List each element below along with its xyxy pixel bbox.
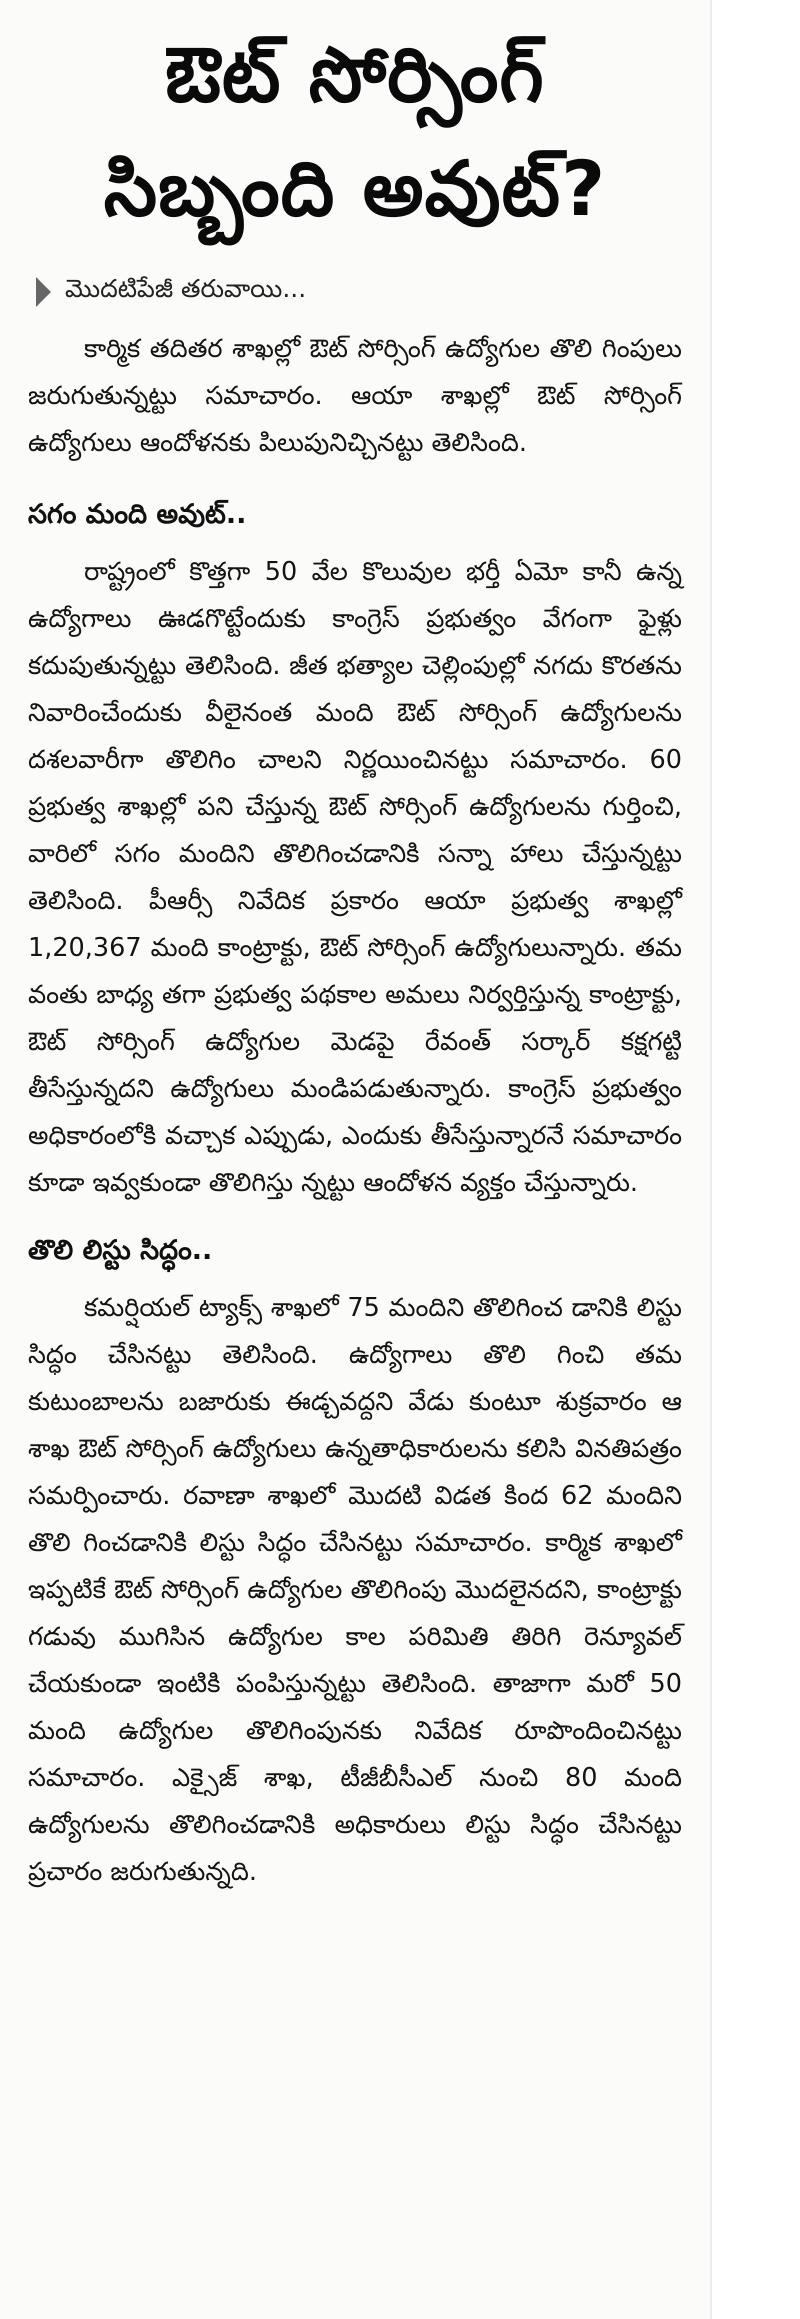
intro-paragraph: కార్మిక తదితర శాఖల్లో ఔట్ సోర్సింగ్ ఉద్యోగుల తొలి గింపులు జరుగుతున్నట్టు సమాచారం. ఆయా శాఖల్లో ఔట్ సోర్సింగ్ ఉద్యోగులు ఆందోళనకు పిలుపునిచ్చినట్టు తెలిసింది.: [28, 334, 682, 458]
subhead-half-out: సగం మంది అవుట్..: [28, 499, 247, 530]
subhead-first-list: తొలి లిస్టు సిద్ధం..: [28, 1235, 213, 1266]
headline-line-2: సిబ్బంది అవుట్?: [103, 144, 607, 233]
chevron-right-icon: [36, 277, 51, 307]
kicker-text: మొదటిపేజీ తరువాయి...: [65, 274, 307, 303]
body-paragraph-2: కమర్షియల్ ట్యాక్స్ శాఖలో 75 మందిని తొలిగించ డానికి లిస్టు సిద్ధం చేసినట్టు తెలిసింది. ఉద్యోగాలు తొలి గించి తమ కుటుంబాలను బజారుకు ఈడ్చవద్దని వేడు కుంటూ శుక్రవారం ఆ శాఖ ఔట్ సోర్సింగ్ ఉద్యోగులు ఉన్నతాధికారులను కలిసి వినతిపత్రం సమర్పించారు. రవాణా శాఖలో మొదటి విడత కింద 62 మందిని తొలి గించడానికి లిస్టు సిద్ధం చేసినట్టు సమాచారం. కార్మిక శాఖలో ఇప్పటికే ఔట్ సోర్సింగ్ ఉద్యోగుల తొలిగింపు మొదలైనదని, కాంట్రాక్టు గడువు ముగిసిన ఉద్యోగుల కాల పరిమితి తిరిగి రెన్యూవల్ చేయకుండా ఇంటికి పంపిస్తున్నట్టు తెలిసింది. తాజాగా మరో 50 మంది ఉద్యోగుల తొలిగింపునకు నివేదిక రూపొందించినట్టు సమాచారం. ఎక్సైజ్ శాఖ, టీజీబీసీఎల్ నుంచి 80 మంది ఉద్యోగులను తొలిగించడానికి అధికారులు లిస్టు సిద్ధం చేసినట్టు ప్రచారం జరుగుతున్నది.: [28, 1293, 682, 1887]
continuation-kicker: [28, 272, 682, 312]
headline: [28, 0, 682, 246]
body-paragraph-1: రాష్ట్రంలో కొత్తగా 50 వేల కొలువుల భర్తీ ఏమో కానీ ఉన్న ఉద్యోగాలు ఊడగొట్టేందుకు కాంగ్రెస్ ప్రభుత్వం వేగంగా ఫైళ్లు కదుపుతున్నట్టు తెలిసింది. జీత భత్యాల చెల్లింపుల్లో నగదు కొరతను నివారించేందుకు వీలైనంత మంది ఔట్ సోర్సింగ్ ఉద్యోగులను దశలవారీగా తొలిగిం చాలని నిర్ణయించినట్టు సమాచారం. 60 ప్రభుత్వ శాఖల్లో పని చేస్తున్న ఔట్ సోర్సింగ్ ఉద్యోగులను గుర్తించి, వారిలో సగం మందిని తొలిగించడానికి సన్నా హాలు చేస్తున్నట్టు తెలిసింది. పీఆర్సీ నివేదిక ప్రకారం ఆయా ప్రభుత్వ శాఖల్లో 1,20,367 మంది కాంట్రాక్టు, ఔట్ సోర్సింగ్ ఉద్యోగులున్నారు. తమ వంతు బాధ్య తగా ప్రభుత్వ పథకాల అమలు నిర్వర్తిస్తున్న కాంట్రాక్టు, ఔట్ సోర్సింగ్ ఉద్యోగుల మెడపై రేవంత్ సర్కార్ కక్షగట్టి తీసేస్తున్నదని ఉద్యోగులు మండిపడుతున్నారు. కాంగ్రెస్ ప్రభుత్వం అధికారంలోకి వచ్చాక ఎప్పుడు, ఎందుకు తీసేస్తున్నారనే సమాచారం కూడా ఇవ్వకుండా తొలిగిస్తు న్నట్టు ఆందోళన వ్యక్తం చేస్తున్నారు.: [28, 557, 682, 1198]
headline-line-1: ఔట్ సోర్సింగ్: [165, 30, 545, 119]
